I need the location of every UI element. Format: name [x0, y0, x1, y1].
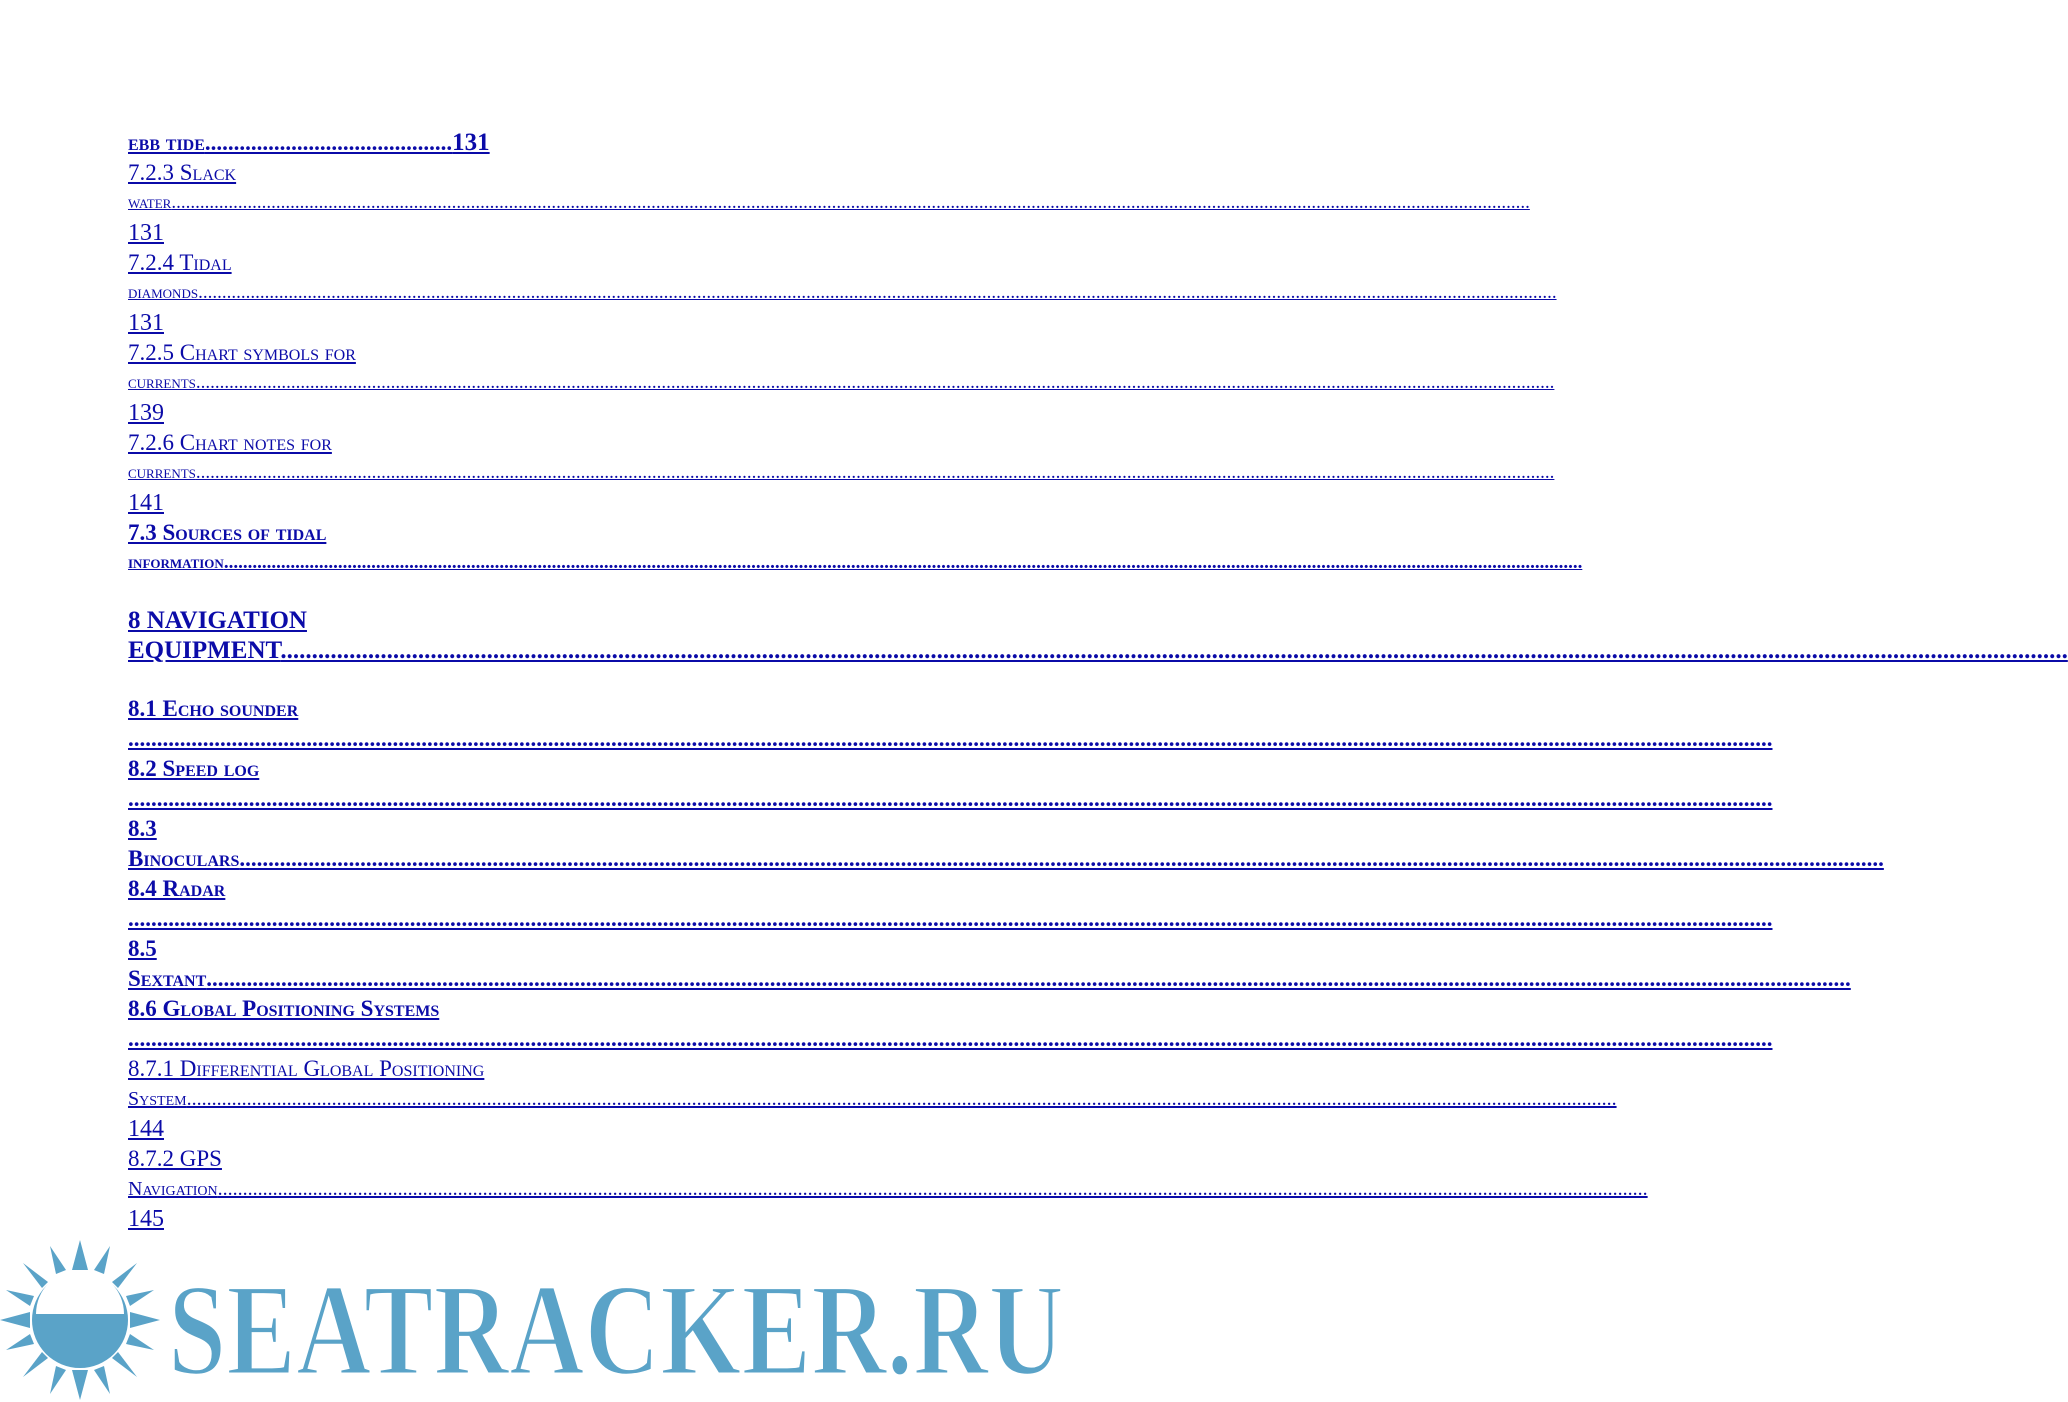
- sun-logo-icon: [0, 1238, 1080, 1402]
- toc-entry-page: 139: [128, 400, 164, 426]
- toc-entry-title-line1: 8.5: [128, 936, 157, 961]
- toc-entry-title-line2: currents .....: [128, 458, 954, 488]
- toc-entry-title-line1: 7.3 Sources of tidal: [128, 520, 327, 545]
- toc-entry-title-line2: [128, 724, 954, 754]
- toc-entry-8-7-1[interactable]: [128, 1054, 954, 1144]
- toc-entry-title-line1: 7.2.6 Chart notes for: [128, 430, 332, 455]
- toc-entry-ebb-tide[interactable]: [128, 128, 954, 158]
- toc-entry-title-line2: [128, 784, 954, 814]
- spacer: [128, 666, 954, 694]
- toc-leader-dots: [171, 192, 1530, 213]
- toc-entry-8-7-2[interactable]: [128, 1144, 954, 1234]
- toc-entry-7-2-5[interactable]: [128, 338, 954, 428]
- toc-entry-8-3[interactable]: [128, 814, 954, 874]
- toc-entry-title-line1: 8.1 Echo sounder: [128, 696, 299, 721]
- toc-leader-dots: [198, 282, 1557, 303]
- toc-entry-page: 131: [128, 310, 164, 336]
- toc-leader-dots: [239, 846, 1884, 871]
- toc-entry-title-line2: System .....: [128, 1084, 954, 1114]
- toc-entry-title-line1: 8.7.2 GPS: [128, 1146, 222, 1171]
- toc-entry-title-line2: Binoculars .....: [128, 844, 954, 874]
- toc-entry-7-2-3[interactable]: [128, 158, 954, 248]
- toc-leader-dots: [218, 1178, 1648, 1200]
- toc-entry-page: 145: [128, 1206, 164, 1232]
- toc-entry-title-line1: 8.6 Global Positioning Systems: [128, 996, 440, 1021]
- toc-leader-dots: [187, 1088, 1617, 1110]
- toc-leader-dots: [128, 726, 1773, 751]
- toc-entry-title-line2: Navigation .....: [128, 1174, 954, 1204]
- toc-leader-dots: [206, 966, 1851, 991]
- toc-entry-8-4[interactable]: [128, 874, 954, 934]
- table-of-contents: [128, 128, 954, 1234]
- toc-entry-title-line2: [128, 904, 954, 934]
- toc-entry-title-line1: 8.2 Speed log: [128, 756, 260, 781]
- toc-leader-dots: [196, 372, 1555, 393]
- toc-entry-8-2[interactable]: [128, 754, 954, 814]
- toc-entry-title-line1: 8.4 Radar: [128, 876, 226, 901]
- toc-leader-dots: [128, 1026, 1773, 1051]
- toc-entry-title-line2: currents .....: [128, 368, 954, 398]
- toc-entry-title-line2: water .....: [128, 188, 954, 218]
- toc-entry-title-line1: 8.7.1 Differential Global Positioning: [128, 1056, 485, 1081]
- toc-entry-title-line2: [128, 1024, 954, 1054]
- toc-entry-title-line2: EQUIPMENT .....: [128, 636, 954, 666]
- toc-entry-page: 131: [452, 129, 490, 156]
- toc-leader-dots: [224, 552, 1583, 573]
- toc-entry-8-5[interactable]: [128, 934, 954, 994]
- toc-leader-dots: [280, 637, 2068, 664]
- toc-entry-7-2-4[interactable]: [128, 248, 954, 338]
- toc-entry-title-line1: 7.2.3 Slack: [128, 160, 237, 185]
- toc-entry-page: 141: [128, 490, 164, 516]
- toc-leader-dots: [196, 462, 1555, 483]
- toc-entry-title-line2: diamonds .....: [128, 278, 954, 308]
- watermark-text: SEATRACKER.RU: [168, 1256, 1064, 1402]
- toc-leader-dots: ...........................................: [204, 130, 453, 155]
- toc-entry-7-2-6[interactable]: [128, 428, 954, 518]
- toc-entry-page: 144: [128, 1116, 164, 1142]
- toc-leader-dots: [128, 906, 1773, 931]
- toc-entry-title-line1: 8.3: [128, 816, 157, 841]
- watermark-logo: [0, 1238, 1080, 1402]
- toc-entry-8-6[interactable]: [128, 994, 954, 1054]
- toc-entry-title-line2: information .....: [128, 548, 954, 578]
- toc-entry-8[interactable]: [128, 606, 954, 666]
- toc-entry-page: 131: [128, 220, 164, 246]
- toc-entry-title: ebb tide: [128, 130, 205, 155]
- toc-entry-title-line1: 7.2.4 Tidal: [128, 250, 232, 275]
- toc-leader-dots: [128, 786, 1773, 811]
- toc-entry-7-3[interactable]: [128, 518, 954, 578]
- toc-entry-title-line1: 7.2.5 Chart symbols for: [128, 340, 356, 365]
- toc-entry-title-line1: 8 NAVIGATION: [128, 607, 307, 634]
- spacer: [128, 578, 954, 606]
- toc-entry-title-line2: Sextant .....: [128, 964, 954, 994]
- toc-entry-8-1[interactable]: [128, 694, 954, 754]
